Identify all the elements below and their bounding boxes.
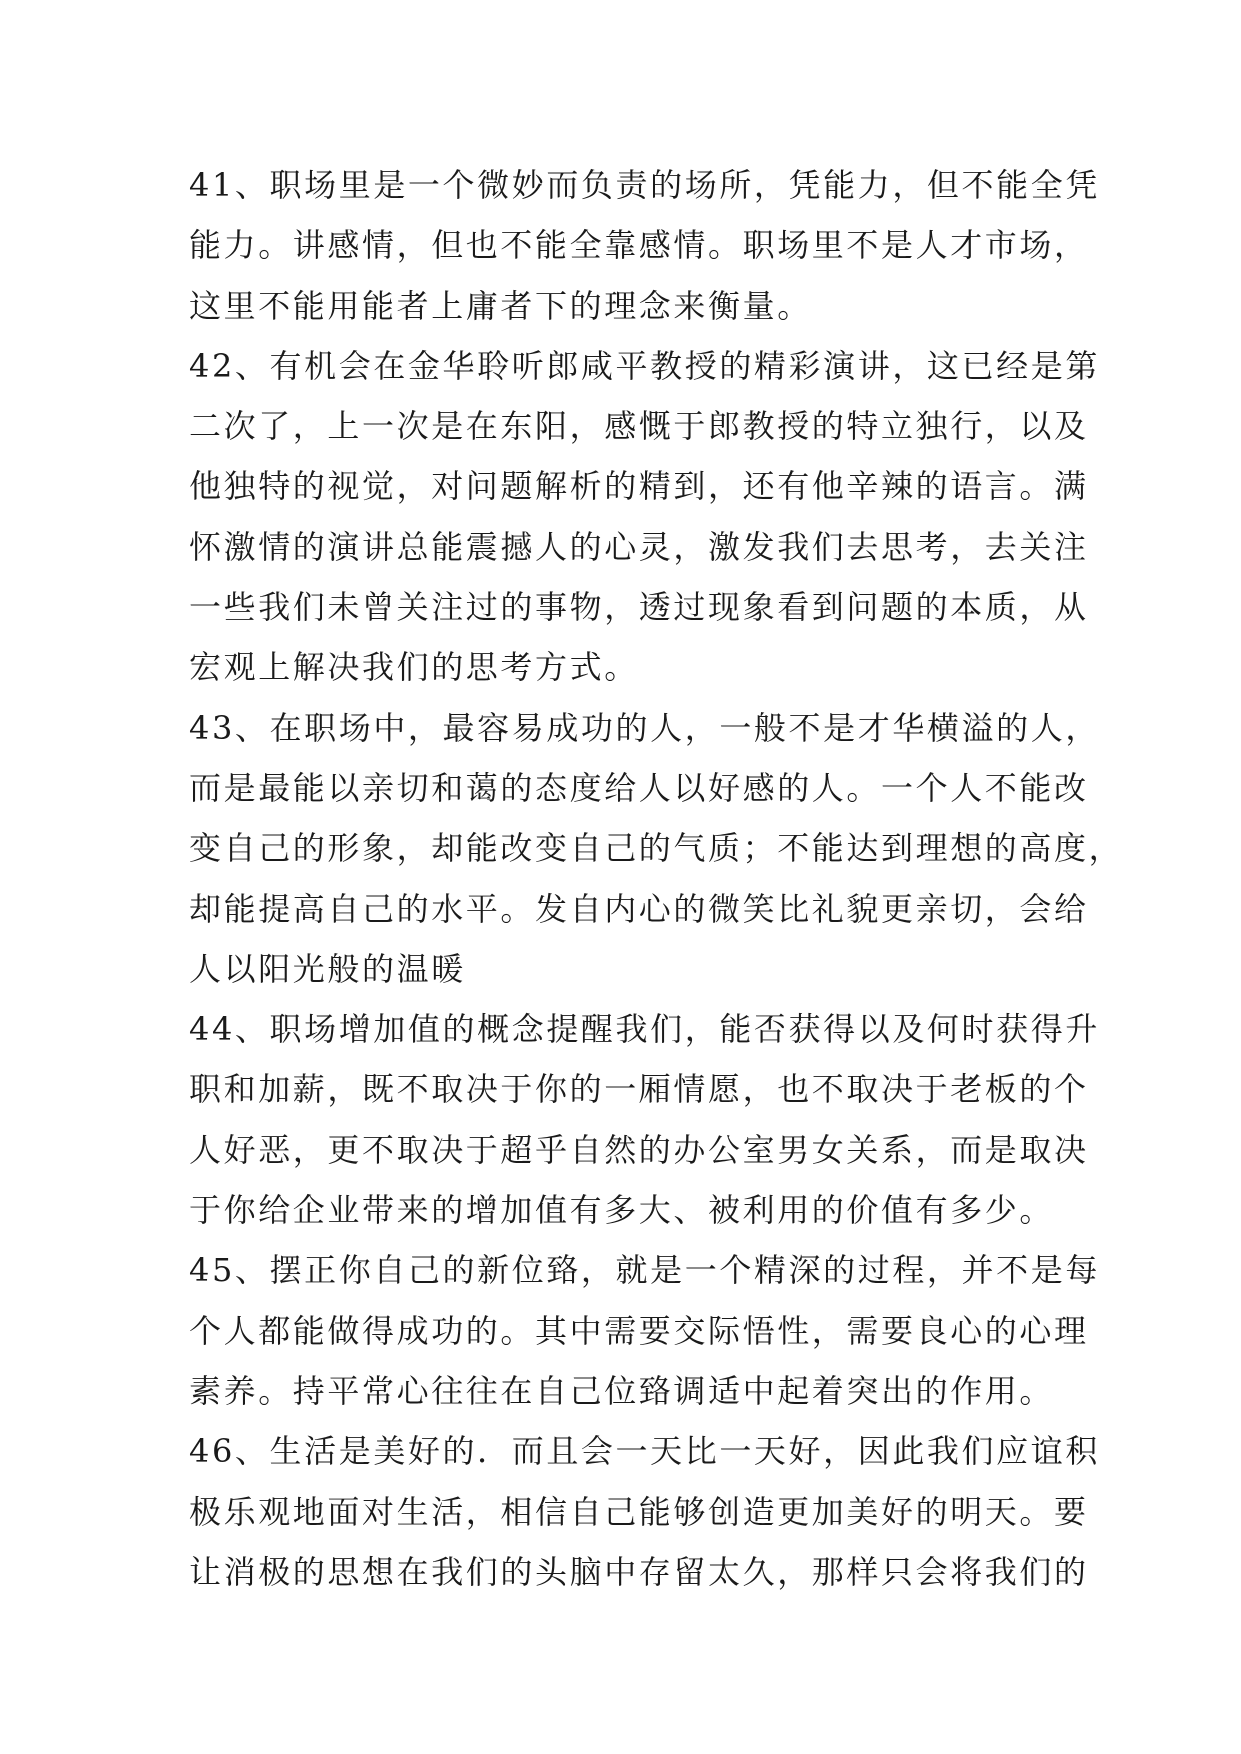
text-line: 44、职场增加值的概念提醒我们，能否获得以及何时获得升 [189,1010,1100,1049]
text-line: 能力。讲感情，但也不能全靠感情。职场里不是人才市场， [189,226,1089,265]
document-body [189,155,1124,1602]
text-line: 变自己的形象，却能改变自己的气质；不能达到理想的高度， [189,829,1124,868]
text-line: 素养。持平常心往往在自己位臵调适中起着突出的作用。 [189,1371,1055,1410]
text-line: 这里不能用能者上庸者下的理念来衡量。 [189,286,812,325]
text-line: 二次了，上一次是在东阳，感慨于郎教授的特立独行，以及 [189,407,1089,446]
text-line: 一些我们未曾关注过的事物，透过现象看到问题的本质，从 [189,588,1089,627]
text-line: 让消极的思想在我们的头脑中存留太久，那样只会将我们的 [189,1552,1089,1591]
text-line: 而是最能以亲切和蔼的态度给人以好感的人。一个人不能改 [189,768,1089,807]
text-line: 人以阳光般的温暖 [189,949,466,988]
text-line: 个人都能做得成功的。其中需要交际悟性，需要良心的心理 [189,1311,1089,1350]
text-line: 极乐观地面对生活，相信自己能够创造更加美好的明天。要 [189,1492,1089,1531]
text-line: 45、摆正你自己的新位臵，就是一个精深的过程，并不是每 [189,1251,1100,1290]
text-line: 人好恶，更不取决于超乎自然的办公室男女关系，而是取决 [189,1130,1089,1169]
text-line: 于你给企业带来的增加值有多大、被利用的价值有多少。 [189,1191,1055,1230]
text-line: 41、职场里是一个微妙而负责的场所，凭能力，但不能全凭 [189,166,1100,204]
text-line: 他独特的视觉，对问题解析的精到，还有他辛辣的语言。满 [189,467,1089,506]
text-line: 46、生活是美好的．而且会一天比一天好，因此我们应谊积 [189,1432,1100,1471]
text-line: 却能提高自己的水平。发自内心的微笑比礼貌更亲切，会给 [189,889,1089,928]
text-line: 宏观上解决我们的思考方式。 [189,648,639,687]
text-line: 怀激情的演讲总能震撼人的心灵，激发我们去思考，去关注 [189,527,1089,566]
text-line: 42、有机会在金华聆听郎咸平教授的精彩演讲，这已经是第 [189,346,1100,385]
text-line: 43、在职场中，最容易成功的人，一般不是才华横溢的人， [189,708,1100,747]
text-line: 职和加薪，既不取决于你的一厢情愿，也不取决于老板的个 [189,1070,1089,1109]
